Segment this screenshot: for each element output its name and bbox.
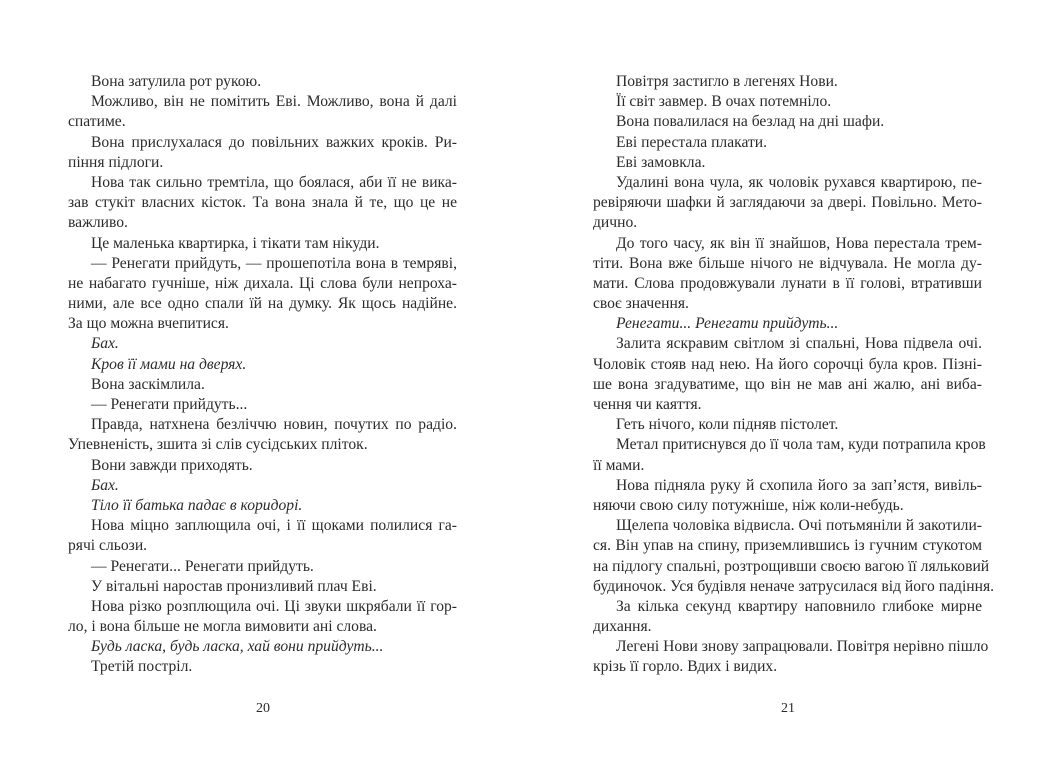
text-line: Еві перестала плакати. (616, 133, 768, 151)
text-line: Метал притиснувся до її чола там, куди потрапила кров (616, 436, 986, 454)
text-line: не набагато гучніше, ніж дихала. Ці слова були непроха- (68, 274, 457, 292)
text-line: її мами. (593, 456, 645, 474)
paragraph (68, 657, 457, 677)
text-line: Вона заскімлила. (91, 375, 205, 393)
text-line: важливо. (68, 214, 128, 232)
paragraph (68, 355, 457, 375)
paragraph (68, 173, 457, 234)
text-line: ло, і вона більше не могла вимовити ані слова. (68, 618, 377, 636)
text-line: — Ренегати прийдуть, — прошепотіла вона в темряві, (91, 254, 457, 272)
text-line: мати. Слова продовжували лунати в її голові, втративши (593, 274, 982, 292)
paragraph (68, 577, 457, 597)
text-line: Ренегати... Ренегати прийдуть... (616, 315, 839, 333)
text-line: Можливо, він не помітить Еві. Можливо, вона й далі (91, 93, 457, 111)
text-line: Бах. (91, 476, 119, 494)
paragraph (593, 112, 982, 132)
text-line: тіти. Вона вже більше нічого не відчувала. Не могла ду- (593, 254, 982, 272)
text-line: Геть нічого, коли підняв пістолет. (616, 416, 839, 434)
text-line: Легені Нови знову запрацювали. Повітря нерівно пішло (616, 638, 989, 656)
text-line: піння підлоги. (68, 153, 164, 171)
paragraph (593, 334, 982, 415)
paragraph (68, 395, 457, 415)
paragraph (68, 254, 457, 335)
text-line: Вона затулила рот рукою. (91, 73, 262, 90)
text-line: Еві замовкла. (616, 153, 706, 171)
paragraph (593, 314, 982, 334)
text-line: — Ренегати... Ренегати прийдуть. (91, 557, 314, 575)
text-line: — Ренегати прийдуть... (91, 396, 248, 413)
paragraph (68, 375, 457, 395)
paragraph (68, 334, 457, 354)
text-line: Це маленька квартирка, і тікати там нікуди. (91, 234, 380, 252)
page-number-right: 21 (781, 701, 795, 716)
text-line: няючи свою силу потужніше, ніж коли-небудь. (593, 496, 904, 514)
paragraph (593, 476, 982, 516)
page-number-left: 20 (256, 701, 270, 716)
text-line: дично. (593, 214, 638, 232)
text-line: Її світ завмер. В очах потемніло. (616, 93, 832, 111)
paragraph (68, 72, 457, 92)
paragraph (593, 133, 982, 153)
text-line: спатиме. (68, 113, 126, 131)
paragraph (68, 456, 457, 476)
text-line: ся. Він упав на спину, приземлившись із гучним стукотом (593, 537, 982, 555)
paragraph (68, 415, 457, 455)
left-page-text (68, 72, 457, 678)
text-line: Вони завжди приходять. (91, 456, 253, 474)
paragraph (68, 597, 457, 637)
text-line: Упевненість, зшита зі слів сусідських пліток. (68, 436, 368, 454)
paragraph (68, 516, 457, 556)
text-line: Вона повалилася на безлад на дні шафи. (616, 113, 885, 131)
paragraph (68, 92, 457, 132)
text-line: ревіряючи шафки й заглядаючи за двері. Повільно. Мето- (593, 194, 982, 212)
text-line: Щелепа чоловіка відвисла. Очі потьмяніли й закотили- (616, 517, 982, 535)
paragraph (593, 234, 982, 315)
paragraph (593, 415, 982, 435)
paragraph (68, 476, 457, 496)
text-line: Будь ласка, будь ласка, хай вони прийдуть... (91, 638, 384, 656)
paragraph (593, 637, 989, 677)
text-line: Правда, натхнена безліччю новин, почутих по радіо. (91, 416, 457, 434)
paragraph (593, 173, 982, 234)
paragraph (68, 557, 457, 577)
text-line: Нова різко розплющила очі. Ці звуки шкрябали її гор- (91, 597, 457, 615)
text-line: У вітальні наростав пронизливий плач Еві. (91, 577, 377, 595)
text-line: Удалині вона чула, як чоловік рухався квартирою, пе- (616, 173, 982, 191)
text-line: Нова міцно заплющила очі, і її щоками полилися га- (91, 517, 457, 535)
text-line: крізь її горло. Вдих і видих. (593, 658, 778, 676)
text-line: Вона прислухалася до повільних важких кроків. Ри- (91, 133, 457, 151)
text-line: Кров її мами на дверях. (91, 355, 247, 373)
paragraph (593, 435, 986, 475)
text-line: Нова так сильно тремтіла, що боялася, аби її не вика- (91, 173, 457, 191)
paragraph (68, 496, 457, 516)
text-line: Третій постріл. (91, 658, 193, 676)
paragraph (593, 153, 982, 173)
text-line: рячі сльози. (68, 537, 148, 555)
text-line: Залита яскравим світлом зі спальні, Нова підвела очі. (616, 335, 982, 353)
right-page-text (593, 72, 995, 678)
text-line: За кілька секунд квартиру наповнило глибоке мирне (616, 597, 982, 615)
paragraph (593, 72, 982, 92)
paragraph (593, 597, 982, 637)
text-line: Повітря застигло в легенях Нови. (616, 73, 838, 90)
text-line: будиночок. Уся будівля неначе затрусилася від його падіння. (593, 577, 995, 595)
text-line: ше вона згадуватиме, що він не мав ані жалю, ані виба- (593, 375, 982, 393)
paragraph (593, 92, 982, 112)
text-line: До того часу, як він її знайшов, Нова перестала трем- (616, 234, 982, 252)
text-line: Нова підняла руку й схопила його за зап’ястя, вивіль- (616, 476, 982, 494)
text-line: Тіло її батька падає в коридорі. (91, 496, 303, 514)
text-line: Чоловік стояв над нею. На його сорочці була кров. Пізні- (593, 355, 982, 373)
paragraph (593, 516, 995, 597)
text-line: дихання. (593, 618, 652, 636)
paragraph (68, 133, 457, 173)
text-line: чення чи каяття. (593, 396, 702, 413)
text-line: зав стукіт власних кісток. Та вона знала й те, що це не (68, 194, 457, 212)
text-line: Бах. (91, 335, 119, 353)
text-line: За що можна вчепитися. (68, 315, 229, 333)
paragraph (68, 234, 457, 254)
text-line: своє значення. (593, 295, 689, 313)
text-line: на підлогу спальні, розтрощивши своєю вагою її ляльковий (593, 557, 990, 575)
paragraph (68, 637, 457, 657)
text-line: ними, але все одно спали їй на думку. Як щось надійне. (68, 295, 457, 313)
